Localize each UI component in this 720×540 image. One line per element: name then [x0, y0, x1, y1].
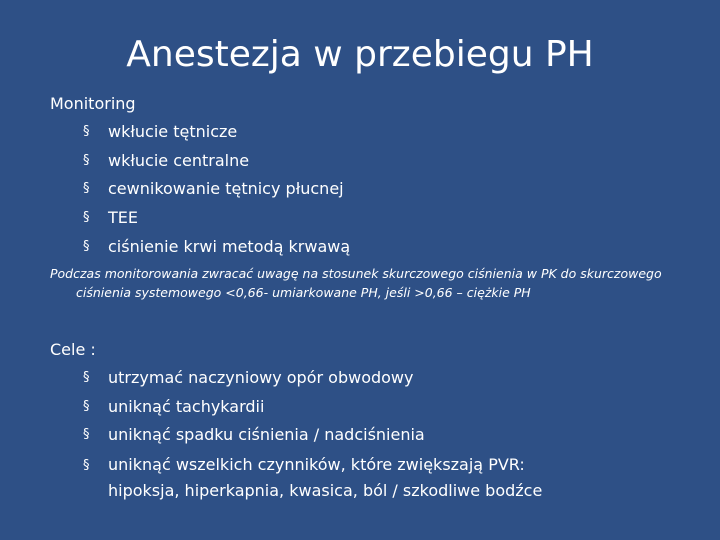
list-item	[80, 364, 578, 393]
list-item	[80, 118, 350, 147]
bullet-icon: §	[83, 181, 90, 197]
bullet-icon: §	[83, 458, 90, 474]
list-item-text: uniknąć spadku ciśnienia / nadciśnienia	[108, 425, 425, 445]
list-item	[80, 233, 350, 262]
monitoring-list	[80, 118, 350, 262]
list-item-text: utrzymać naczyniowy opór obwodowy	[108, 368, 414, 387]
list-item	[80, 204, 350, 233]
list-item-text: wkłucie tętnicze	[108, 122, 238, 141]
list-item	[80, 175, 350, 204]
bullet-icon: §	[83, 124, 90, 139]
list-item	[80, 421, 578, 450]
bullet-icon: §	[83, 398, 90, 414]
note-text: Podczas monitorowania zwracać uwagę na stosunek skurczowego ciśnienia w PK do skurczowego ciśnienia systemowego <0,66- umiarkowane PH, jeśli >0,66 – ciężkie PH	[50, 266, 662, 300]
list-item-text: TEE	[108, 208, 138, 228]
monitoring-heading: Monitoring	[50, 94, 136, 113]
bullet-icon: §	[83, 152, 90, 168]
bullet-icon: §	[83, 427, 90, 443]
goals-heading: Cele :	[50, 340, 96, 359]
monitoring-note	[50, 264, 690, 302]
list-item	[80, 393, 578, 422]
list-item-text: uniknąć tachykardii	[108, 396, 265, 416]
list-item-text: uniknąć wszelkich czynników, które zwiększają PVR: hipoksja, hiperkapnia, kwasica, ból / szkodliwe bodźce	[108, 455, 543, 501]
bullet-icon: §	[83, 370, 90, 385]
goals-list	[80, 364, 578, 504]
list-item	[80, 450, 578, 504]
list-item	[80, 147, 350, 176]
slide-title: Anestezja w przebiegu PH	[126, 34, 594, 75]
list-item-text: cewnikowanie tętnicy płucnej	[108, 179, 344, 199]
bullet-icon: §	[83, 210, 90, 226]
list-item-text: wkłucie centralne	[108, 150, 250, 170]
list-item-text: ciśnienie krwi metodą krwawą	[108, 236, 351, 256]
bullet-icon: §	[83, 238, 90, 254]
